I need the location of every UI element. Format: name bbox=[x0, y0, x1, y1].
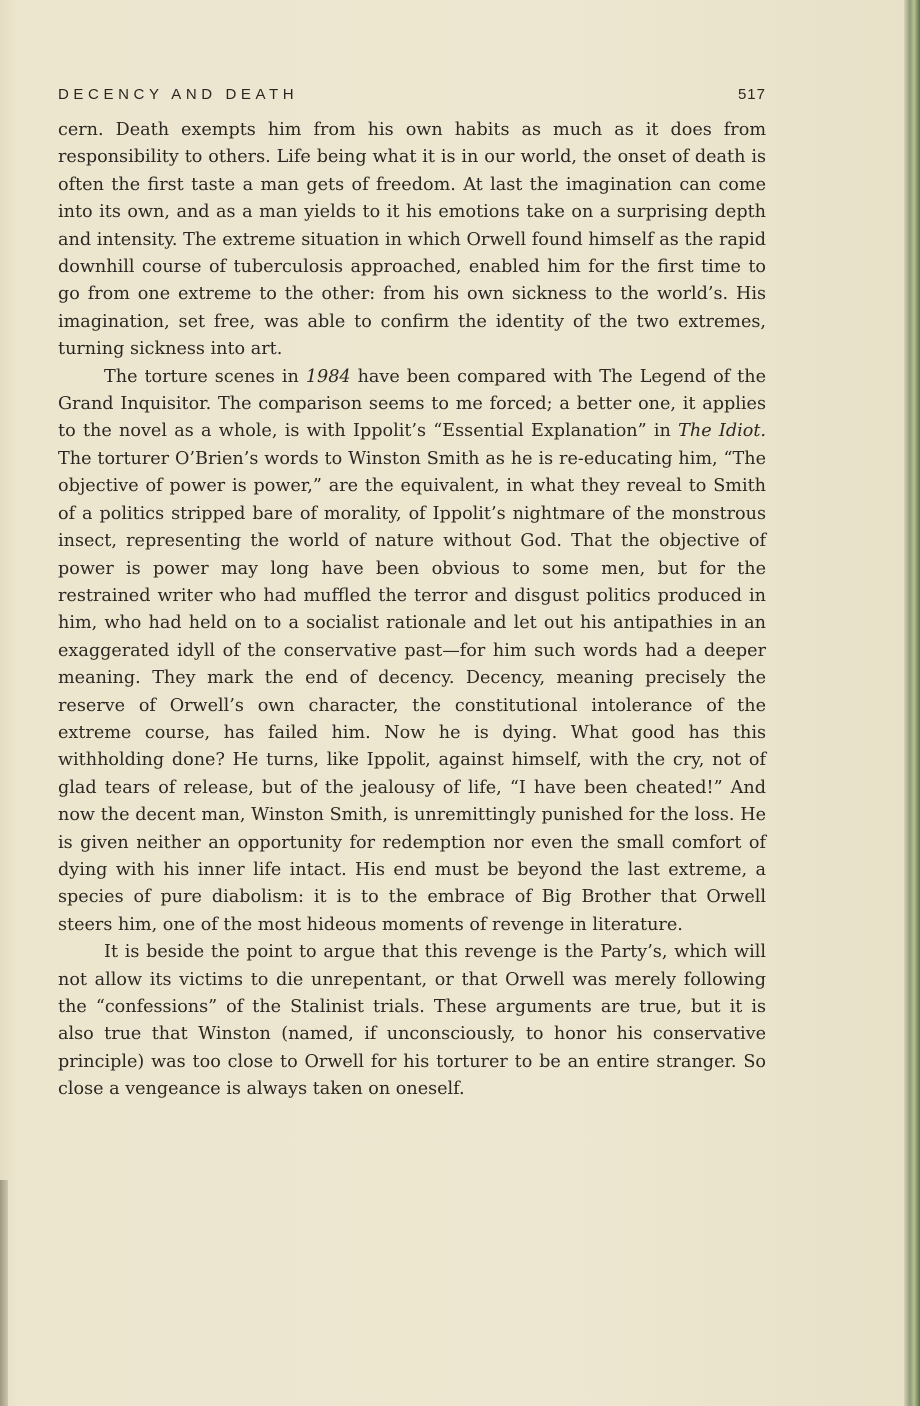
page-edge bbox=[904, 0, 920, 1406]
paragraph-2-text-b: have been compared with The Legend of the Grand Inquisitor. The comparison seems to me forced; a better one, it applies to the novel as a whole, is with Ippolit’s “Essential Explanation” in bbox=[58, 366, 766, 442]
body-text bbox=[58, 117, 766, 1104]
paragraph-2-text-a: The torture scenes in bbox=[104, 366, 306, 387]
paragraph-1: cern. Death exempts him from his own habits as much as it does from responsibility to others. Life being what it is in our world, the onset of death is often the first taste a man gets of freedom. At last the imagination can come into its own, and as a man yields to it his emotions take on a surprising depth and intensity. The extreme situation in which Orwell found himself as the rapid downhill course of tuberculosis approached, enabled him for the first time to go from one extreme to the other: from his own sickness to the world’s. His imagination, set free, was able to confirm the identity of the two extremes, turning sickness into art. bbox=[58, 120, 766, 360]
page-number: 517 bbox=[737, 86, 766, 103]
paragraph-2-text-c: The torturer O’Brien’s words to Winston Smith as he is re-educating him, “The objective of power is power,” are the equivalent, in what they reveal to Smith of a politics stripped bare of morality, of Ippolit’s nightmare of the monstrous insect, representing the world of nature without God. That the objective of power is power may long have been obvious to some men, but for the restrained writer who had muffled the terror and disgust politics produced in him, who had held on to a socialist rationale and let out his antipathies in an exaggerated idyll of the conservative past—for him such words had a deeper meaning. They mark the end of decency. Decency, meaning precisely the reserve of Orwell’s own character, the constitutional intolerance of the extreme course, has failed him. Now he is dying. What good has this withholding done? He turns, like Ippolit, against himself, with the cry, not of glad tears of release, but of the jealousy of life, “I have been cheated!” And now the decent man, Winston Smith, is unremittingly punished for the loss. He is given neither an opportunity for redemption nor even the small comfort of dying with his inner life intact. His end must be beyond the last extreme, a species of pure diabolism: it is to the embrace of Big Brother that Orwell steers him, one of the most hideous moments of revenge in literature. bbox=[58, 448, 766, 935]
book-title-1984: 1984 bbox=[305, 366, 351, 387]
running-head: DECENCY AND DEATH bbox=[58, 86, 299, 103]
book-title-the-idiot: The Idiot. bbox=[678, 421, 766, 442]
page-gutter-shadow bbox=[0, 1180, 8, 1406]
paragraph-2 bbox=[58, 364, 766, 940]
page-header bbox=[58, 86, 766, 110]
paragraph-3: It is beside the point to argue that this revenge is the Party’s, which will not allow its victims to die unrepentant, or that Orwell was merely following the “confessions” of the Stalinist trials. These arguments are true, but it is also true that Winston (named, if unconsciously, to honor his conservative principle) was too close to Orwell for his torturer to be an entire stranger. So close a vengeance is always taken on oneself. bbox=[58, 942, 766, 1100]
